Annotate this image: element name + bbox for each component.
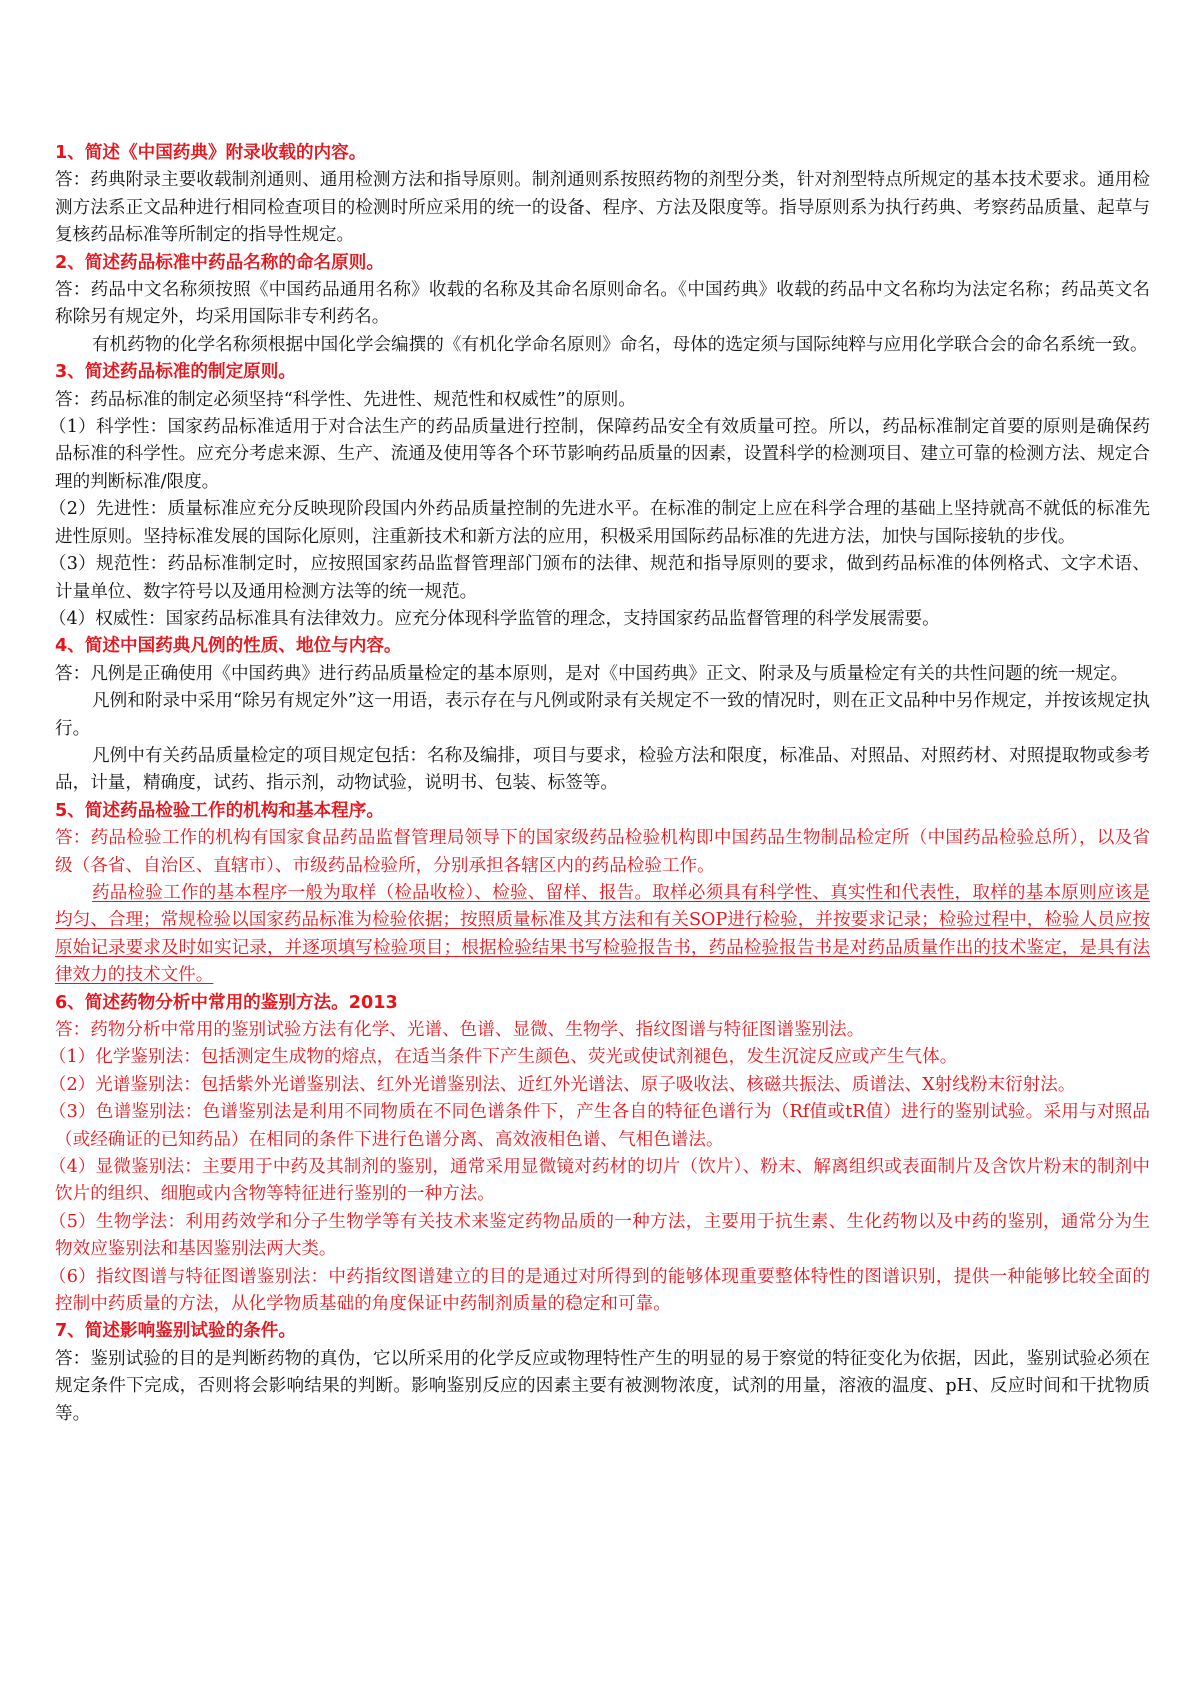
answer-6: 答：药物分析中常用的鉴别试验方法有化学、光谱、色谱、显微、生物学、指纹图谱与特征图谱鉴别法。: [55, 1020, 865, 1040]
answer-2: 答：药品中文名称须按照《中国药品通用名称》收载的名称及其命名原则命名。《中国药典》收载的药品中文名称均为法定名称；药品英文名称除另有规定外，均采用国际非专利药名。: [55, 280, 1150, 328]
answer-5-underlined-paragraph: 药品检验工作的基本程序一般为取样（检品收检）、检验、留样、报告。取样必须具有科学性、真实性和代表性，取样的基本原则应该是均匀、合理；常规检验以国家药品标准为检验依据；按照质量标准及其方法和有关SOP进行检验，并按要求记录；检验过程中，检验人员应按原始记录要求及时如实记录，并逐项填写检验项目；根据检验结果书写检验报告书，药品检验报告书是对药品质量作出的技术鉴定，是具有法律效力的技术文件。: [55, 882, 1150, 986]
answer-3-item-2: （2）先进性：质量标准应充分反映现阶段国内外药品质量控制的先进水平。在标准的制定上应在科学合理的基础上坚持就高不就低的标准先进性原则。坚持标准发展的国际化原则，注重新技术和新方法的应用，积极采用国际药品标准的先进方法，加快与国际接轨的步伐。: [48, 499, 1150, 547]
answer-6-item-3: （3）色谱鉴别法：色谱鉴别法是利用不同物质在不同色谱条件下，产生各自的特征色谱行为（Rf值或tR值）进行的鉴别试验。采用与对照品（或经确证的已知药品）在相同的条件下进行色谱分离、高效液相色谱、气相色谱法。: [48, 1102, 1150, 1150]
question-heading-1: 1、简述《中国药典》附录收载的内容。: [55, 143, 367, 163]
answer-5: 答：药品检验工作的机构有国家食品药品监督管理局领导下的国家级药品检验机构即中国药品生物制品检定所（中国药品检验总所），以及省级（各省、自治区、直辖市）、市级药品检验所，分别承担各辖区内的药品检验工作。: [55, 828, 1150, 876]
answer-3-item-1: （1）科学性：国家药品标准适用于对合法生产的药品质量进行控制，保障药品安全有效质量可控。所以，药品标准制定首要的原则是确保药品标准的科学性。应充分考虑来源、生产、流通及使用等各个环节影响药品质量的因素，设置科学的检测项目、建立可靠的检测方法、规定合理的判断标准/限度。: [48, 417, 1150, 492]
answer-2-paragraph: 有机药物的化学名称须根据中国化学会编撰的《有机化学命名原则》命名，母体的选定须与国际纯粹与应用化学联合会的命名系统一致。: [91, 334, 1148, 355]
question-heading-6: 6、简述药物分析中常用的鉴别方法。2013: [55, 992, 398, 1013]
answer-6-item-2: （2）光谱鉴别法：包括紫外光谱鉴别法、红外光谱鉴别法、近红外光谱法、原子吸收法、核磁共振法、质谱法、X射线粉末衍射法。: [48, 1074, 1076, 1095]
answer-3-item-4: （4）权威性：国家药品标准具有法律效力。应充分体现科学监管的理念，支持国家药品监督管理的科学发展需要。: [48, 608, 940, 629]
answer-1: 答：药典附录主要收载制剂通则、通用检测方法和指导原则。制剂通则系按照药物的剂型分类，针对剂型特点所规定的基本技术要求。通用检测方法系正文品种进行相同检查项目的检测时所应采用的统一的设备、程序、方法及限度等。指导原则系为执行药典、考察药品质量、起草与复核药品标准等所制定的指导性规定。: [55, 170, 1150, 246]
answer-3-item-3: （3）规范性：药品标准制定时，应按照国家药品监督管理部门颁布的法律、规范和指导原则的要求，做到药品标准的体例格式、文字术语、计量单位、数字符号以及通用检测方法等的统一规范。: [48, 554, 1150, 602]
answer-4-paragraph-2: 凡例中有关药品质量检定的项目规定包括：名称及编排，项目与要求，检验方法和限度，标准品、对照品、对照药材、对照提取物或参考品，计量，精确度，试药、指示剂，动物试验，说明书、包装、标签等。: [55, 745, 1150, 794]
question-heading-2: 2、简述药品标准中药品名称的命名原则。: [55, 252, 384, 273]
question-heading-4: 4、简述中国药典凡例的性质、地位与内容。: [55, 636, 402, 657]
answer-6-item-1: （1）化学鉴别法：包括测定生成物的熔点，在适当条件下产生颜色、荧光或使试剂褪色，发生沉淀反应或产生气体。: [48, 1047, 958, 1068]
question-heading-5: 5、简述药品检验工作的机构和基本程序。: [55, 800, 384, 821]
answer-3: 答：药品标准的制定必须坚持“科学性、先进性、规范性和权威性”的原则。: [55, 389, 636, 410]
answer-4: 答：凡例是正确使用《中国药典》进行药品质量检定的基本原则，是对《中国药典》正文、附录及与质量检定有关的共性问题的统一规定。: [55, 663, 1129, 684]
answer-6-item-5: （5）生物学法：利用药效学和分子生物学等有关技术来鉴定药物品质的一种方法，主要用于抗生素、生化药物以及中药的鉴别，通常分为生物效应鉴别法和基因鉴别法两大类。: [48, 1211, 1150, 1260]
answer-7: 答：鉴别试验的目的是判断药物的真伪，它以所采用的化学反应或物理特性产生的明显的易于察觉的特征变化为依据，因此，鉴别试验必须在规定条件下完成，否则将会影响结果的判断。影响鉴别反应的因素主要有被测物浓度，试剂的用量，溶液的温度、pH、反应时间和干扰物质等。: [55, 1348, 1150, 1424]
question-heading-7: 7、简述影响鉴别试验的条件。: [55, 1321, 296, 1342]
document-page: [48, 140, 1150, 1428]
answer-6-item-4: （4）显微鉴别法：主要用于中药及其制剂的鉴别，通常采用显微镜对药材的切片（饮片）、粉末、解离组织或表面制片及含饮片粉末的制剂中饮片的组织、细胞或内含物等特征进行鉴别的一种方法。: [48, 1157, 1150, 1205]
answer-6-item-6: （6）指纹图谱与特征图谱鉴别法：中药指纹图谱建立的目的是通过对所得到的能够体现重要整体特性的图谱识别，提供一种能够比较全面的控制中药质量的方法，从化学物质基础的角度保证中药制剂质量的稳定和可靠。: [48, 1266, 1150, 1315]
answer-4-paragraph-1: 凡例和附录中采用“除另有规定外”这一用语，表示存在与凡例或附录有关规定不一致的情况时，则在正文品种中另作规定，并按该规定执行。: [55, 691, 1150, 739]
question-heading-3: 3、简述药品标准的制定原则。: [55, 362, 296, 383]
